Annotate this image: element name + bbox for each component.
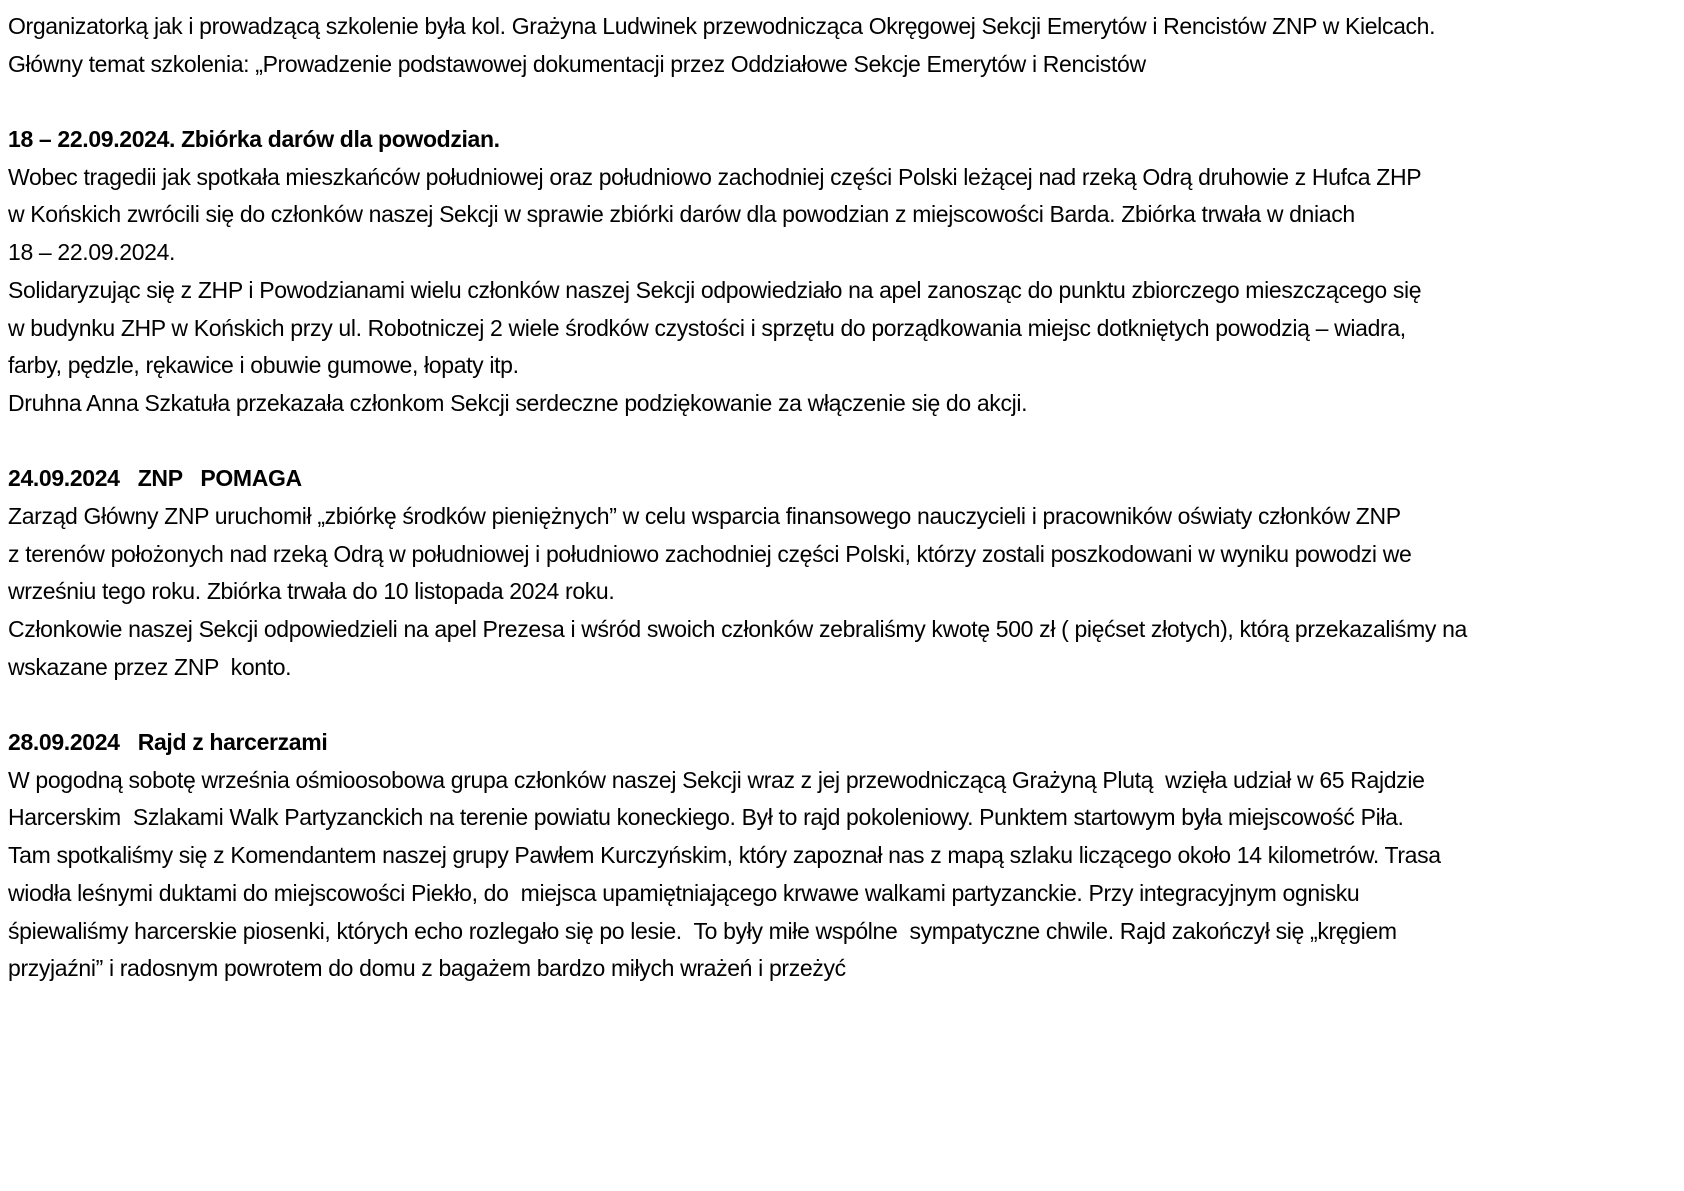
text-line: Członkowie naszej Sekcji odpowiedzieli na apel Prezesa i wśród swoich członków zebraliśmy kwotę 500 zł ( pięćset złotych), którą przekazaliśmy na — [8, 616, 1467, 642]
text-line: Organizatorką jak i prowadzącą szkolenie była kol. Grażyna Ludwinek przewodnicząca Okręgowej Sekcji Emerytów i Rencistów ZNP w Kielcach. — [8, 13, 1436, 39]
text-line: farby, pędzle, rękawice i obuwie gumowe, łopaty itp. — [8, 352, 519, 379]
text-line: w budynku ZHP w Końskich przy ul. Robotniczej 2 wiele środków czystości i sprzętu do porządkowania miejsc dotkniętych powodzią – wiadra, — [8, 314, 1406, 341]
text-line: Główny temat szkolenia: „Prowadzenie podstawowej dokumentacji przez Oddziałowe Sekcje Emerytów i Rencistów — [8, 50, 1146, 77]
text-line: z terenów położonych nad rzeką Odrą w południowej i południowo zachodniej części Polski, którzy zostali poszkodowani w wyniku powodzi we — [8, 540, 1412, 567]
text-line: Tam spotkaliśmy się z Komendantem naszej grupy Pawłem Kurczyńskim, który zapoznał nas z mapą szlaku liczącego około 14 kilometrów. Trasa — [8, 842, 1441, 869]
blank-line — [8, 83, 1676, 121]
text-line: śpiewaliśmy harcerskie piosenki, których echo rozlegało się po lesie. To były miłe wspólne sympatyczne chwile. Rajd zakończył się „kręgiem — [8, 917, 1397, 944]
text-line: wiodła leśnymi duktami do miejscowości Piekło, do miejsca upamiętniającego krwawe walkami partyzanckie. Przy integracyjnym ognisku — [8, 879, 1360, 906]
text-line: W pogodną sobotę września ośmioosobowa grupa członków naszej Sekcji wraz z jej przewodniczącą Grażyną Plutą wzięła udział w 65 Rajdzie — [8, 766, 1425, 793]
text-line: Wobec tragedii jak spotkała mieszkańców południowej oraz południowo zachodniej części Polski leżącej nad rzeką Odrą druhowie z Hufca ZHP — [8, 163, 1422, 190]
text-line: Solidaryzując się z ZHP i Powodzianami wielu członków naszej Sekcji odpowiedziało na apel zanosząc do punktu zbiorczego mieszczącego się — [8, 276, 1422, 303]
text-line: Zarząd Główny ZNP uruchomił „zbiórkę środków pieniężnych” w celu wsparcia finansowego nauczycieli i pracowników oświaty członków ZNP — [8, 502, 1401, 529]
section-heading: 28.09.2024 Rajd z harcerzami — [8, 729, 328, 756]
text-line: 18 – 22.09.2024. — [8, 239, 176, 266]
text-line: wskazane przez ZNP konto. — [8, 653, 292, 680]
text-line: Harcerskim Szlakami Walk Partyzanckich na terenie powiatu koneckiego. Był to rajd pokoleniowy. Punktem startowym była miejscowość Piła. — [8, 804, 1404, 831]
text-line: przyjaźni” i radosnym powrotem do domu z bagażem bardzo miłych wrażeń i przeżyć — [8, 955, 846, 982]
blank-line — [8, 686, 1676, 724]
section-heading: 18 – 22.09.2024. Zbiórka darów dla powodzian. — [8, 126, 500, 153]
text-line: wrześniu tego roku. Zbiórka trwała do 10 listopada 2024 roku. — [8, 578, 615, 605]
text-line: w Końskich zwrócili się do członków naszej Sekcji w sprawie zbiórki darów dla powodzian z miejscowości Barda. Zbiórka trwała w dniach — [8, 201, 1355, 228]
blank-line — [8, 423, 1676, 461]
section-heading: 24.09.2024 ZNP POMAGA — [8, 465, 302, 492]
text-line: Druhna Anna Szkatuła przekazała członkom Sekcji serdeczne podziękowanie za włączenie się do akcji. — [8, 389, 1028, 416]
